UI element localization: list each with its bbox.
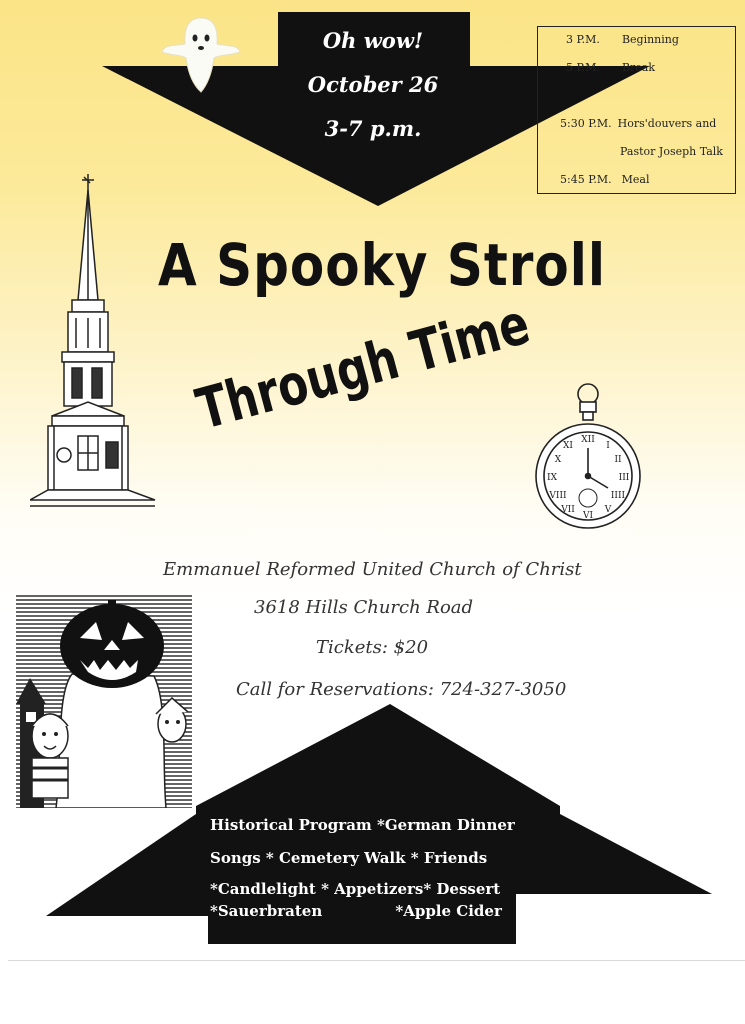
svg-text:V: V xyxy=(604,505,612,515)
schedule-desc: Hors'douvers and xyxy=(617,117,717,130)
event-date: October 26 xyxy=(307,72,439,97)
schedule-desc: Break xyxy=(621,61,656,74)
svg-text:X: X xyxy=(554,455,562,465)
feature-line-2: Songs * Cemetery Walk * Friends xyxy=(210,849,488,867)
schedule-row xyxy=(560,173,650,186)
title-line-1: A Spooky Stroll xyxy=(158,232,607,299)
header-line-1: Oh wow! xyxy=(322,28,424,53)
svg-text:VII: VII xyxy=(561,505,575,515)
svg-text:III: III xyxy=(618,473,630,483)
ghost-icon xyxy=(158,14,244,94)
pocket-watch-illustration xyxy=(530,380,650,530)
schedule-box xyxy=(537,26,736,194)
schedule-desc: Beginning xyxy=(621,33,679,46)
svg-text:XII: XII xyxy=(581,435,595,445)
schedule-row xyxy=(560,117,716,130)
schedule-time: 5 P.M. xyxy=(566,61,600,74)
title-line-2: Through Time xyxy=(190,291,537,443)
schedule-desc: Pastor Joseph Talk xyxy=(620,145,723,158)
schedule-row xyxy=(566,61,655,74)
page-bottom-margin xyxy=(0,960,745,1024)
schedule-desc: Meal xyxy=(621,173,650,186)
svg-text:I: I xyxy=(606,441,610,451)
schedule-row xyxy=(620,145,723,158)
feature-line-1: Historical Program *German Dinner xyxy=(210,816,515,834)
reservation-phone: Call for Reservations: 724-327-3050 xyxy=(236,679,567,700)
feature-line-3: *Candlelight * Appetizers* Dessert xyxy=(210,880,501,898)
svg-text:VIII: VIII xyxy=(549,491,567,501)
event-hours: 3-7 p.m. xyxy=(324,116,422,141)
schedule-time: 5:30 P.M. xyxy=(560,117,612,130)
schedule-time: 5:45 P.M. xyxy=(560,173,612,186)
feature-line-4: *Sauerbraten *Apple Cider xyxy=(210,902,502,920)
schedule-time: 3 P.M. xyxy=(566,33,600,46)
schedule-row xyxy=(566,33,679,46)
church-address: 3618 Hills Church Road xyxy=(254,597,474,618)
svg-text:IIII: IIII xyxy=(610,491,626,501)
church-name: Emmanuel Reformed United Church of Christ xyxy=(163,559,582,580)
fold-line xyxy=(8,960,745,961)
ticket-price: Tickets: $20 xyxy=(316,637,429,658)
svg-text:VI: VI xyxy=(582,511,594,521)
svg-text:II: II xyxy=(614,455,622,465)
svg-text:IX: IX xyxy=(547,473,557,483)
church-steeple-illustration xyxy=(30,170,160,515)
svg-text:XI: XI xyxy=(563,441,573,451)
